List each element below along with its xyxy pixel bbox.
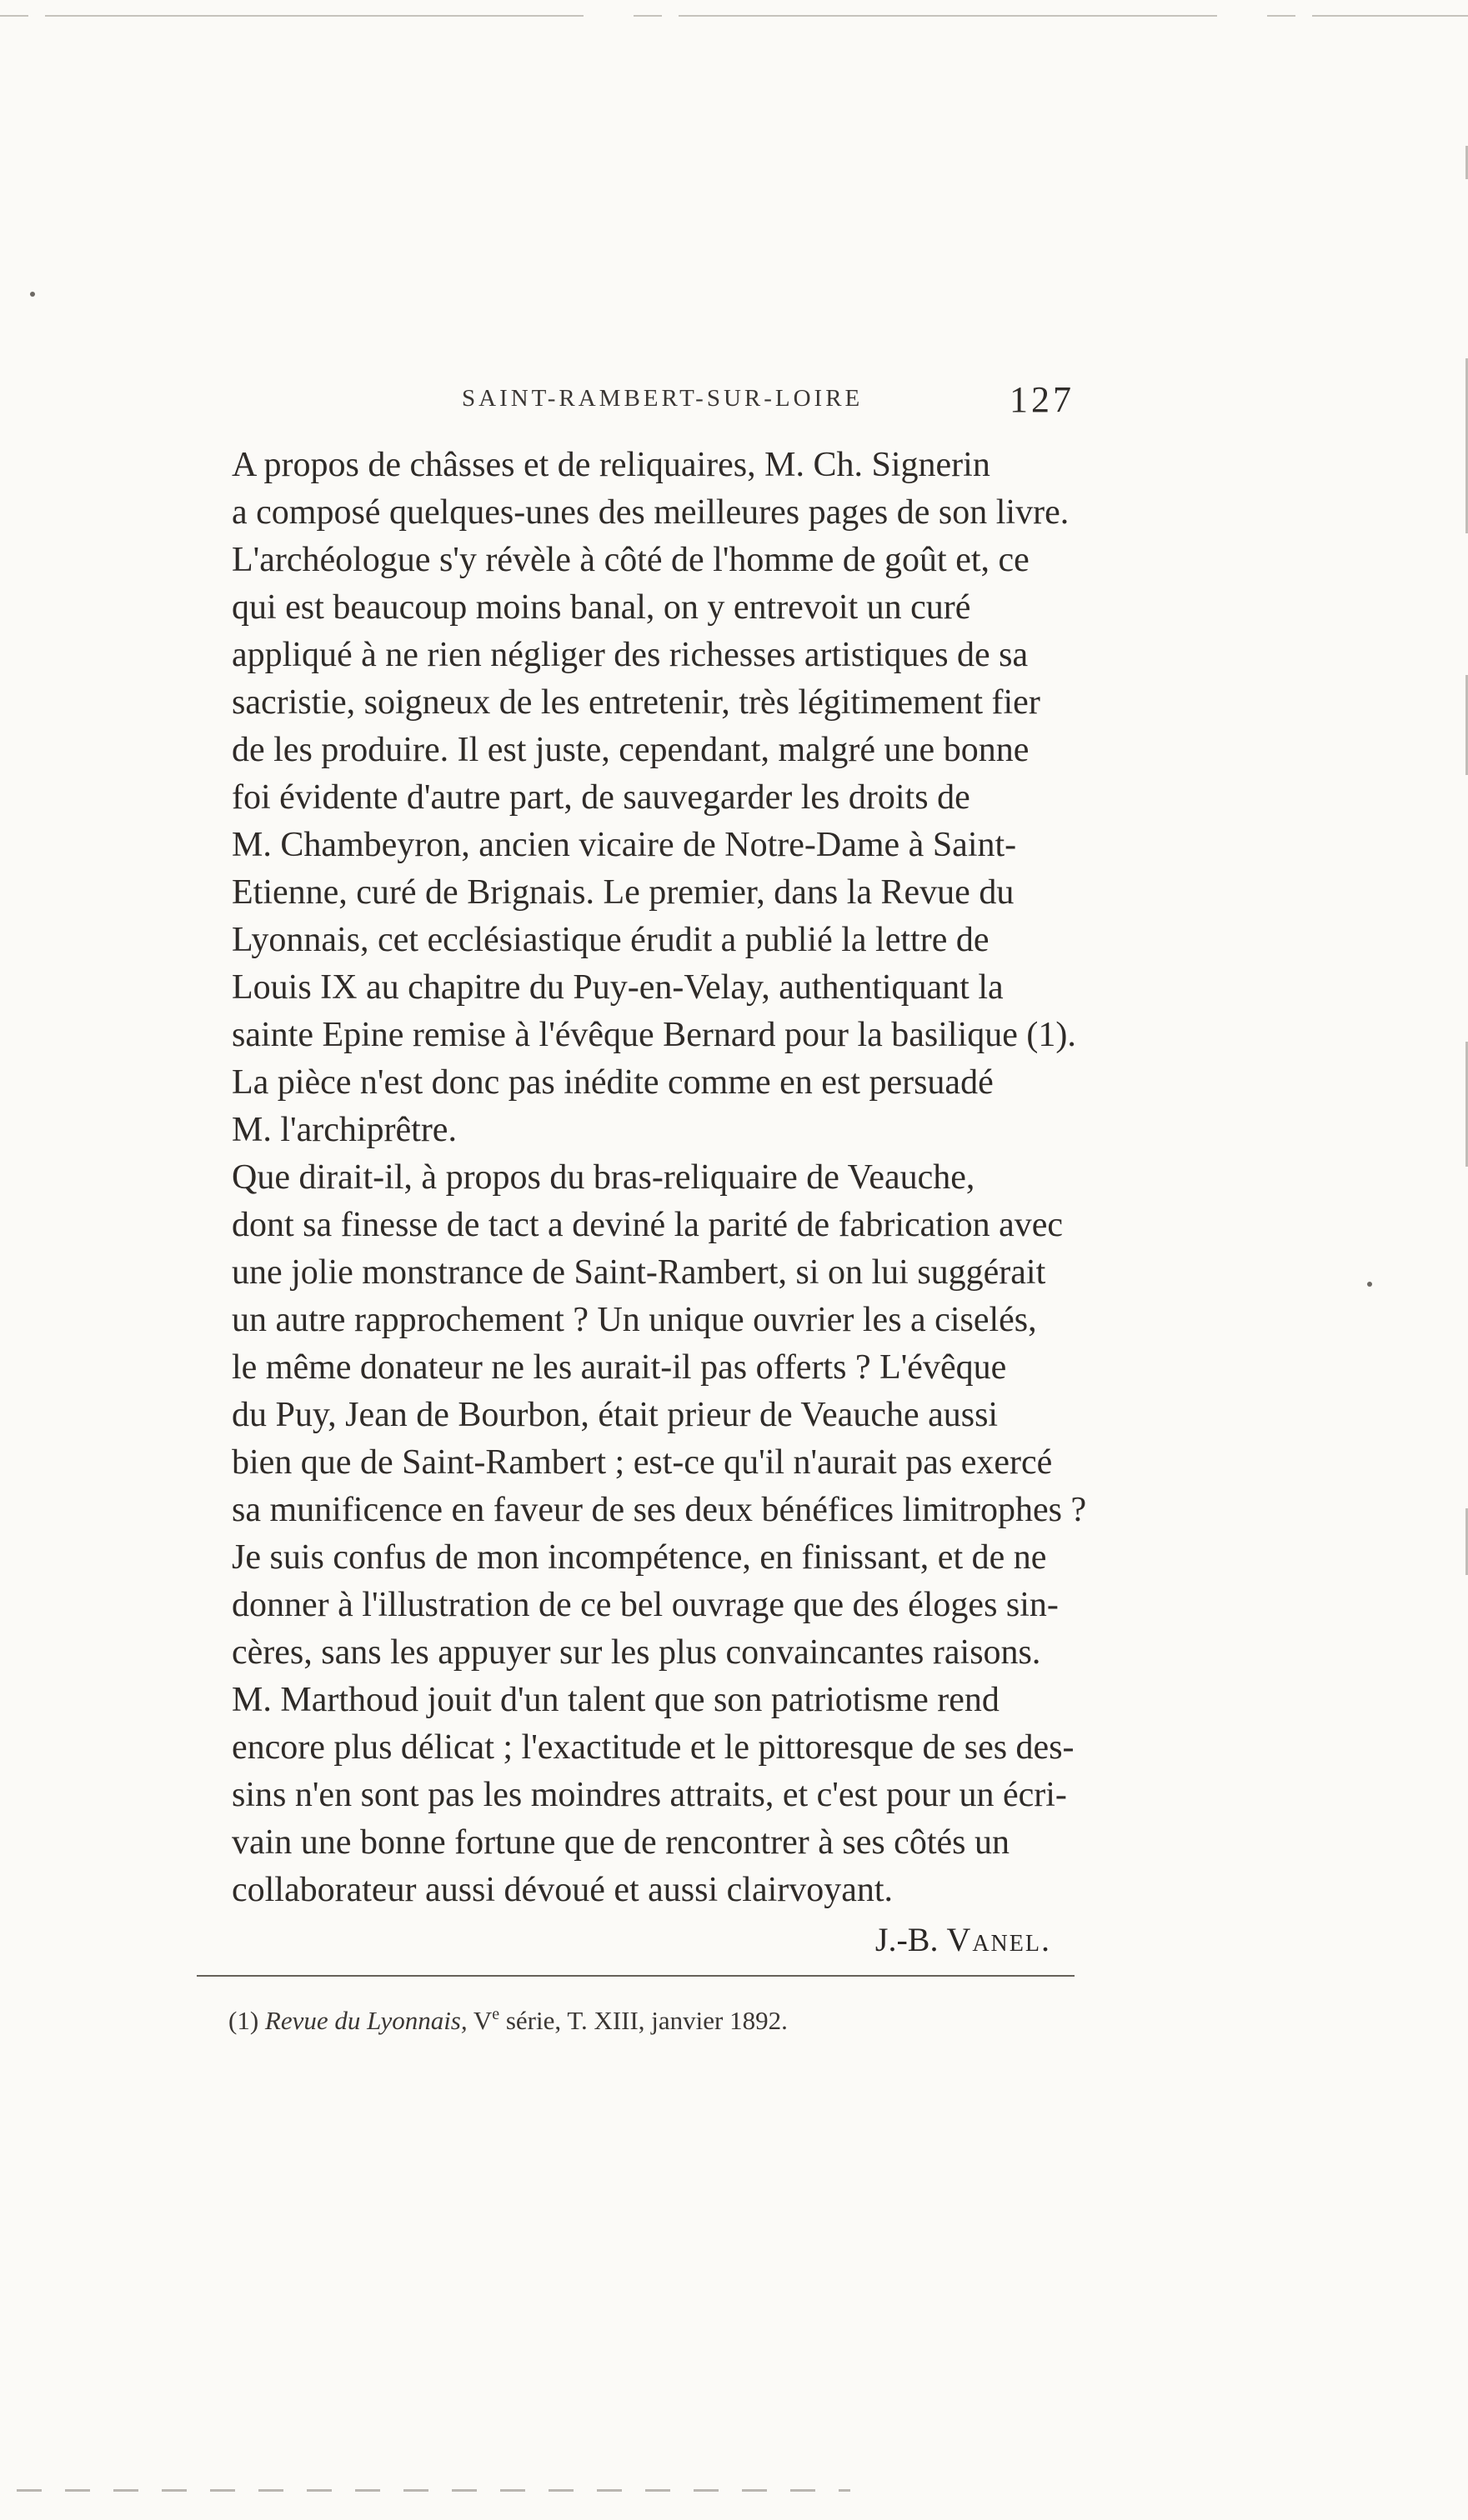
text-line: dont sa finesse de tact a deviné la parité de fabrication avec [232, 1206, 1064, 1244]
text-line: qui est beaucoup moins banal, on y entrevoit un curé [232, 588, 971, 627]
text-line: Lyonnais, cet ecclésiastique érudit a publié la lettre de [232, 921, 990, 959]
text-line: Louis IX au chapitre du Puy-en-Velay, authentiquant la [232, 968, 1004, 1007]
signature-name: Vanel. [946, 1921, 1051, 1958]
text-line: sins n'en sont pas les moindres attraits, et c'est pour un écri- [232, 1776, 1067, 1814]
author-signature [197, 1917, 1075, 1963]
footnote-rest: série, T. XIII, janvier 1892. [505, 2006, 788, 2035]
scan-top-edge [0, 15, 1468, 17]
text-line: donner à l'illustration de ce bel ouvrage que des éloges sin- [232, 1586, 1059, 1624]
scan-speck [1367, 1282, 1372, 1287]
footnote-series-roman: V [473, 2006, 493, 2035]
text-line: de les produire. Il est juste, cependant, malgré une bonne [232, 731, 1030, 769]
text-line: M. Chambeyron, ancien vicaire de Notre-Dame à Saint- [232, 826, 1017, 864]
text-line: a composé quelques-unes des meilleures pages de son livre. [232, 493, 1070, 532]
scan-bottom-edge [17, 2489, 850, 2492]
text-line: le même donateur ne les aurait-il pas offerts ? L'évêque [232, 1348, 1007, 1387]
text-line: collaborateur aussi dévoué et aussi clairvoyant. [232, 1871, 894, 1909]
footnote [197, 1997, 1075, 2038]
text-line: sa munificence en faveur de ses deux bénéfices limitrophes ? [232, 1491, 1087, 1529]
text-line: M. l'archiprêtre. [232, 1111, 457, 1149]
footnote-marker: (1) [228, 2006, 259, 2035]
paragraph-3 [197, 1534, 1075, 1914]
text-line: une jolie monstrance de Saint-Rambert, si on lui suggérait [232, 1253, 1046, 1292]
text-line: A propos de châsses et de reliquaires, M. Ch. Signerin [232, 446, 990, 484]
text-line: vain une bonne fortune que de rencontrer à ses côtés un [232, 1823, 1010, 1862]
paragraph-1 [197, 442, 1075, 1154]
footnote-rule [197, 1975, 1075, 1977]
text-line: sacristie, soigneux de les entretenir, très légitimement fier [232, 683, 1040, 722]
text-line: Que dirait-il, à propos du bras-reliquaire de Veauche, [232, 1158, 975, 1197]
text-line: du Puy, Jean de Bourbon, était prieur de Veauche aussi [232, 1396, 999, 1434]
footnote-series-superscript: e [492, 2005, 500, 2023]
text-line: Je suis confus de mon incompétence, en finissant, et de ne [232, 1538, 1047, 1577]
text-line: foi évidente d'autre part, de sauvegarder les droits de [232, 778, 970, 817]
text-line: M. Marthoud jouit d'un talent que son patriotisme rend [232, 1681, 1000, 1719]
signature-initials: J.-B. [874, 1921, 939, 1958]
text-line: L'archéologue s'y révèle à côté de l'homme de goût et, ce [232, 541, 1030, 579]
scan-speck [30, 292, 35, 297]
book-page [197, 379, 1087, 2038]
text-line: encore plus délicat ; l'exactitude et le pittoresque de ses des- [232, 1728, 1075, 1767]
page-number: 127 [1010, 379, 1075, 420]
text-line: cères, sans les appuyer sur les plus convaincantes raisons. [232, 1633, 1041, 1672]
article-text [197, 442, 1087, 1914]
footnote-source: Revue du Lyonnais, [264, 2006, 468, 2035]
text-line: sainte Epine remise à l'évêque Bernard pour la basilique (1). [232, 1016, 1076, 1054]
text-line: Etienne, curé de Brignais. Le premier, dans la Revue du [232, 873, 1015, 912]
text-line: appliqué à ne rien négliger des richesses artistiques de sa [232, 636, 1029, 674]
running-title: SAINT-RAMBERT-SUR-LOIRE [462, 385, 864, 412]
text-line: bien que de Saint-Rambert ; est-ce qu'il n'aurait pas exercé [232, 1443, 1053, 1482]
paragraph-2 [197, 1154, 1087, 1534]
text-line: La pièce n'est donc pas inédite comme en est persuadé [232, 1063, 994, 1102]
running-head [197, 379, 1075, 427]
text-line: un autre rapprochement ? Un unique ouvrier les a ciselés, [232, 1301, 1037, 1339]
